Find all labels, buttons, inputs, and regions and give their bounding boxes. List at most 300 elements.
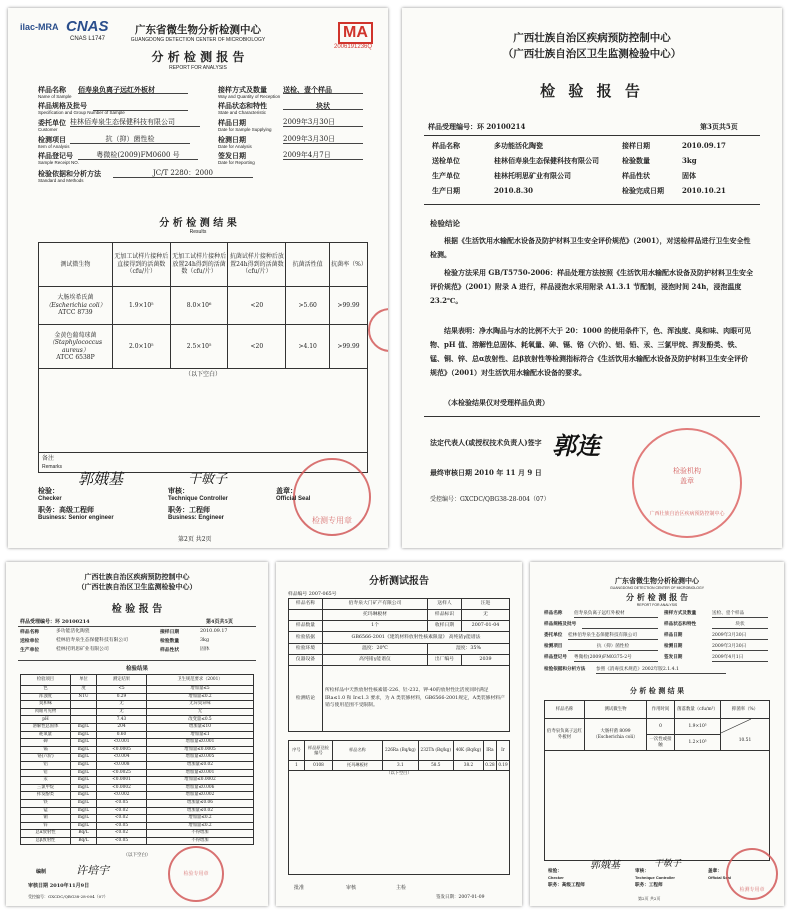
label-standard-en: Standard and Methods xyxy=(38,178,84,183)
cell-value: 温度：20℃ xyxy=(323,644,428,655)
tech-title: 职务：工程师 xyxy=(635,883,663,888)
cell-label: 送样人 xyxy=(428,599,462,610)
review-date: 审核日期 2010年11月9日 xyxy=(28,883,90,889)
cell-microbe: 大肠埃希氏菌 xyxy=(57,294,94,302)
legal-rep-label: 法定代表人(或授权技术负责人)签字 xyxy=(430,438,542,447)
review-label: 审核 xyxy=(346,885,357,891)
cell-label: 收样日期 xyxy=(428,621,462,632)
cell-requirement: 不得增加 xyxy=(147,837,254,845)
table-row xyxy=(21,746,254,754)
th-ra: 226Ra (Bq/kg) xyxy=(383,741,419,761)
cell-item: 肉眼可见物 xyxy=(21,708,71,716)
cell-requirement: 增加量≤0.02 xyxy=(147,761,254,769)
checker-signature: 郭娥基 xyxy=(590,860,620,871)
table-row xyxy=(21,807,254,815)
label: 样品规格及批号 xyxy=(544,622,577,627)
th-ira: IRa xyxy=(483,741,496,761)
value-sample-name: 多功能活化陶瓷 xyxy=(494,141,543,150)
table-row xyxy=(289,761,510,771)
th-c: 抗菌试样片接种后放置24h得到的活菌数（cfu/片） xyxy=(228,243,286,287)
cell-unit: Bq/L xyxy=(71,830,97,838)
label-sample-name: 样品名称 xyxy=(20,629,40,635)
label-sample-name: 样品名称 xyxy=(432,141,460,150)
cell-result: <0.0002 xyxy=(97,784,147,792)
legal-signature: 郭连 xyxy=(552,431,600,460)
table-row xyxy=(21,693,254,701)
cell-unit xyxy=(71,708,97,716)
cell-label: 样品数量 xyxy=(289,621,323,632)
cell-unit: mg/L xyxy=(71,822,97,830)
cell: 0.19 xyxy=(496,761,509,771)
cell-result: 204 xyxy=(97,723,147,731)
table-row xyxy=(21,731,254,739)
cell-requirement: 增加量≤5 xyxy=(147,686,254,694)
control-number: 受控编号：GXCDC/QBG38-28-004（07） xyxy=(28,894,108,899)
report-microbiology-main xyxy=(8,8,388,548)
value-way: 送检、壹个样品 xyxy=(283,86,363,94)
label-receipt-no: 样品登记号 xyxy=(38,151,73,160)
seal-label: 盖章： xyxy=(708,869,722,874)
stamp-ring-text: 广西壮族自治区疾病预防控制中心 xyxy=(649,511,725,517)
label-supply-date: 样品日期 xyxy=(218,118,246,127)
value-state: 固体 xyxy=(200,647,210,652)
cell-item: 砷 xyxy=(21,739,71,747)
inspector-label: 主检 xyxy=(396,885,407,891)
cell-item: 铝 xyxy=(21,761,71,769)
cell-unit: mg/L xyxy=(71,777,97,785)
value: 2009年3月30日 xyxy=(712,634,768,640)
label-item-en: Item of Analysis xyxy=(38,144,70,149)
th-count: 菌落数量（cfu/m³） xyxy=(675,701,721,719)
checker-title-en: Business: Senior engineer xyxy=(38,515,114,521)
th-d: 抗菌活性值 xyxy=(286,243,330,287)
cell-item: 色 xyxy=(21,686,71,694)
report-radioactivity xyxy=(276,562,522,906)
label-supply-date-en: Date for Sample Supplying xyxy=(218,127,272,132)
label-way: 接样方式及数量 xyxy=(218,85,267,94)
label: 样品登记号 xyxy=(544,655,567,660)
cell-result: <0.0001 xyxy=(97,777,147,785)
th-rate: 抑菌率（%） xyxy=(721,701,770,719)
prep-signature: 许培宇 xyxy=(76,864,109,877)
th-th: 232Th (Bq/kg) xyxy=(418,741,453,761)
remarks-label-en: Remarks xyxy=(42,463,63,470)
cell-value: 2039 xyxy=(462,655,510,666)
cell-unit: mg/L xyxy=(71,815,97,823)
org-name-sub: （广西壮族自治区卫生监测检验中心） xyxy=(502,48,682,60)
cell-item: 溶解性总固体 xyxy=(21,723,71,731)
cell-item: 铬(六价) xyxy=(21,754,71,762)
table-row xyxy=(21,754,254,762)
cell-unit: mg/L xyxy=(71,792,97,800)
label-sample-name: 样品名称 xyxy=(38,85,66,94)
value-quantity: 3kg xyxy=(200,638,210,643)
label-complete-date: 检验完成日期 xyxy=(622,186,664,195)
label: 签发日期 xyxy=(664,655,683,660)
cell-unit: mg/L xyxy=(71,746,97,754)
label: 样品名称 xyxy=(544,611,563,616)
results-heading-en: Results xyxy=(189,229,207,235)
cell-item: 总α放射性 xyxy=(21,830,71,838)
table-row xyxy=(21,739,254,747)
label-state: 样品状态和特性 xyxy=(218,101,267,110)
value-state: 固体 xyxy=(682,171,696,180)
cell-item: 耗氧量 xyxy=(21,731,71,739)
lab-stamp: 检测专用章 xyxy=(293,458,371,536)
cell-requirement: 增加量≤0.02 xyxy=(147,807,254,815)
label-customer: 委托单位 xyxy=(38,118,66,127)
checker-title: 职务：高级工程师 xyxy=(38,505,94,514)
cell-value: 高纯锗γ能谱仪 xyxy=(323,655,428,666)
value-receipt-no: 粤微检(2009)FM0600 号 xyxy=(78,152,198,160)
checker-label: 检验： xyxy=(38,486,59,495)
results-subheading: 检验结果 xyxy=(125,666,148,672)
value: 2009年4月1日 xyxy=(712,656,768,662)
cell-item: 汞 xyxy=(21,777,71,785)
cell-label xyxy=(289,610,323,621)
value: 粤微检(2009)FM0375-2号 xyxy=(574,656,658,662)
cell-sample: 佰寿泉负离子远红外板材 xyxy=(545,719,585,751)
label-state: 样品性状 xyxy=(160,647,180,653)
sample-no: 样品编号 2007-065号 xyxy=(288,592,337,597)
org-name: 广西壮族自治区疾病预防控制中心 xyxy=(84,572,190,581)
cell: 3.1 xyxy=(383,761,419,771)
th-unit: 单位 xyxy=(71,675,97,686)
cell-unit: mg/L xyxy=(71,769,97,777)
cell-e: >99.99 xyxy=(330,325,368,369)
cell-count: 1.9×10⁵ xyxy=(675,719,721,735)
cnas-logo: CNAS xyxy=(66,18,109,35)
side-stamp xyxy=(368,308,388,352)
value: 桂林佰寿泉生态保健科技有限公司 xyxy=(568,634,658,640)
results-table xyxy=(38,242,368,473)
cell-requirement: 改变量≤0.5 xyxy=(147,716,254,724)
cell-requirement: 增加量≤0.2 xyxy=(147,822,254,830)
value-sample-name: 佰寿泉负离子远红外板材 xyxy=(78,86,188,94)
cma-number: 2006191236Q xyxy=(334,44,373,50)
cell: 58.5 xyxy=(418,761,453,771)
org-name: 广东省微生物分析检测中心 xyxy=(615,576,699,585)
label: 委托单位 xyxy=(544,633,563,638)
cell-requirement: 无异臭异味 xyxy=(147,701,254,709)
cell-item: 铜 xyxy=(21,815,71,823)
cell-label: 出厂编号 xyxy=(428,655,462,666)
th-b: 无加工试样片接种后放置24h得到的活菌数（cfu/片） xyxy=(170,243,228,287)
cell-value: 佰寿泉大门矿产有限公司 xyxy=(323,599,428,610)
cell-unit: Bq/L xyxy=(71,837,97,845)
cell-b: 2.5×10⁵ xyxy=(170,325,228,369)
value-sample-name: 多功能活化陶瓷 xyxy=(56,629,90,634)
th-orig-no: 样品原送检编号 xyxy=(305,741,333,761)
checker-label: 检验： xyxy=(548,869,562,874)
cell-unit: mg/L xyxy=(71,799,97,807)
value-state: 块状 xyxy=(283,102,363,110)
value-standard: JC/T 2280：2000 xyxy=(113,170,253,178)
seal-label-en: Official Seal xyxy=(276,496,311,502)
cell-item: 铅 xyxy=(21,769,71,777)
cell-requirement: 增加量≤0.2 xyxy=(147,815,254,823)
cell-unit: mg/L xyxy=(71,754,97,762)
cell-e: >99.99 xyxy=(330,287,368,325)
label-standard: 检验依据和分析方法 xyxy=(38,169,101,178)
receipt-no: 样品受理编号：环 20100214 xyxy=(20,619,90,625)
results-table xyxy=(544,700,770,861)
ilac-mra-logo: ilac-MRA xyxy=(20,22,59,32)
cell-result: <0.02 xyxy=(97,807,147,815)
cma-logo: MA xyxy=(338,22,373,44)
table-row xyxy=(21,708,254,716)
cell-result: <0.05 xyxy=(97,799,147,807)
table-row xyxy=(21,716,254,724)
checker-title: 职务：高级工程师 xyxy=(548,883,585,888)
cell-microbe: 大肠杆菌 8099（Escherichia coli） xyxy=(585,719,647,751)
seal-label-en: Official Seal xyxy=(708,875,731,880)
cell-value: 1个 xyxy=(323,621,428,632)
approve-label: 批准 xyxy=(294,885,305,891)
cell-c: <20 xyxy=(228,287,286,325)
cell-time: 一次性或接触 xyxy=(647,735,675,751)
report-title: 分 析 检 测 报 告 xyxy=(626,592,688,602)
cell-requirement: 增加量≤0.06 xyxy=(147,799,254,807)
cell-item: 铁 xyxy=(21,799,71,807)
th-sample: 样品名称 xyxy=(545,701,585,719)
org-name: 广东省微生物分析检测中心 xyxy=(135,24,261,36)
cell-result: <0.05 xyxy=(97,822,147,830)
cell-item: 锌 xyxy=(21,822,71,830)
cell-requirement: 增加量≤10 xyxy=(147,723,254,731)
cell-d: >4.10 xyxy=(286,325,330,369)
table-row xyxy=(21,837,254,845)
page-number: 第4页共5页 xyxy=(206,619,233,625)
cell-requirement: 增加量≤0.002 xyxy=(147,792,254,800)
org-name-en: GUANGDONG DETECTION CENTER OF MICROBIOLOGY xyxy=(609,586,705,590)
cell-label: 检验环境 xyxy=(289,644,323,655)
cell-label: 样品名称 xyxy=(289,599,323,610)
cell-requirement: 增加量≤1 xyxy=(147,731,254,739)
report-title: 检 验 报 告 xyxy=(540,82,644,100)
cell-result: 7.43 xyxy=(97,716,147,724)
conclusion-text: 所检样品中天然放射性核素镭-226、钍-232、钾-40的放射性比活度同时满足 IRa≤1.0 和 Ir≤1.3 要求，为 A 类装修材料，GB6566-2001规定，A类装修材料产销与使用范围不受限制。 xyxy=(323,666,510,732)
value-complete-date: 2010.10.21 xyxy=(682,186,726,195)
table-row xyxy=(21,830,254,838)
cell-result: 0.29 xyxy=(97,693,147,701)
table-row xyxy=(21,777,254,785)
value: 2009年3月30日 xyxy=(712,645,768,651)
value-production-date: 2010.8.30 xyxy=(494,186,533,195)
cell-value: GB6566-2001《建筑材料放射性核素限量》 高纯锗γ能谱法 xyxy=(323,632,510,644)
value-quantity: 3kg xyxy=(682,156,697,165)
th-e: 抗菌率（%） xyxy=(330,243,368,287)
report-title: 分 析 检 测 报 告 xyxy=(151,50,245,64)
checker-label-en: Checker xyxy=(548,875,564,880)
cell-result: 无 xyxy=(97,708,147,716)
tech-label: 审核： xyxy=(635,869,649,874)
th-result: 测定结果 xyxy=(97,675,147,686)
table-row xyxy=(39,287,368,325)
tech-label-en: Technique Controller xyxy=(168,496,228,502)
value: 佰寿泉负离子远红外板材 xyxy=(574,612,658,618)
table-row xyxy=(39,325,368,369)
label: 样品状态和特性 xyxy=(664,622,697,627)
value-analysis-date: 2009年3月30日 xyxy=(283,136,363,144)
report-microbiology-second xyxy=(530,562,784,906)
cell-unit: NTU xyxy=(71,693,97,701)
th-k: 40K (Bq/kg) xyxy=(453,741,483,761)
final-review-date: 最终审核日期 2010 年 11 月 9 日 xyxy=(430,468,542,477)
table-row xyxy=(21,822,254,830)
label-producer: 生产单位 xyxy=(20,647,40,653)
label-customer-en: Customer xyxy=(38,127,58,132)
value-receive-date: 2010.09.17 xyxy=(682,141,726,150)
report-title: 分析测试报告 xyxy=(369,576,429,587)
results-heading: 分 析 检 测 结 果 xyxy=(629,686,685,695)
label-quantity: 检验数量 xyxy=(160,638,180,644)
stamp-line1: 检验机构 xyxy=(673,467,701,475)
cell-requirement: 增加量≤0.0002 xyxy=(147,777,254,785)
th-ir: Ir xyxy=(496,741,509,761)
report-title-en: REPORT FOR ANALYSIS xyxy=(636,603,678,607)
report-title-en: REPORT FOR ANALYSIS xyxy=(169,65,227,71)
conclusion-heading: 检验结论 xyxy=(430,219,460,228)
cell-result: <0.004 xyxy=(97,754,147,762)
label: 检验依据和分析方法 xyxy=(544,667,586,672)
seal-label: 盖章： xyxy=(276,486,297,495)
conclusion-p4: （本检验结果仅对受理样品负责） xyxy=(444,398,549,407)
label-analysis-date: 检测日期 xyxy=(218,135,246,144)
org-name: 广西壮族自治区疾病预防控制中心 xyxy=(513,32,671,44)
cell-value: 无 xyxy=(462,610,510,621)
label-sample-name-en: Name of Sample xyxy=(38,94,72,99)
cell-microbe-latin2: aureus） xyxy=(62,346,89,354)
cell-b: 8.0×10⁶ xyxy=(170,287,228,325)
value-sender: 桂林佰寿泉生态保健科技有限公司 xyxy=(56,638,128,643)
table-row xyxy=(21,761,254,769)
cell-result: <0.05 xyxy=(97,837,147,845)
org-name-en: GUANGDONG DETECTION CENTER OF MICROBIOLOGY xyxy=(130,37,266,43)
value-sender: 桂林佰寿泉生态保健科技有限公司 xyxy=(494,156,599,165)
table-row xyxy=(21,723,254,731)
cell-value: 汪进 xyxy=(462,599,510,610)
results-table xyxy=(20,674,254,845)
report-cdc-results xyxy=(6,562,268,906)
value-issue-date: 2009年4月7日 xyxy=(283,152,363,160)
cell-c: <20 xyxy=(228,325,286,369)
label-analysis-date-en: Date for Analysis xyxy=(218,144,252,149)
report-title: 检 验 报 告 xyxy=(111,604,163,615)
table-row xyxy=(21,701,254,709)
table-row xyxy=(21,686,254,694)
conclusion-p3: 结果表明：净水陶品与水的比例不大于 20：1000 的使用条件下，色、浑浊度、臭和味、肉眼可见物、pH 值、溶解性总固体、耗氧量、砷、镉、铬（六价）、铝、铅、汞、三氯甲烷、挥发酚类、铁、锰、铜、锌、总α放射性、总β放射性等检测指标符合《生活饮用水输配水设备及防护材料卫生安全评价规范》（2001）对生活饮用水输配水设备的要求。 xyxy=(430,326,752,377)
label: 检测项目 xyxy=(544,644,563,649)
cell-item: 镉 xyxy=(21,746,71,754)
table-row xyxy=(21,815,254,823)
cell-item: 总β放射性 xyxy=(21,837,71,845)
label-receive-date: 接样日期 xyxy=(622,141,650,150)
page-number: 第2页 共2页 xyxy=(178,536,212,543)
cell-unit: mg/L xyxy=(71,731,97,739)
value-producer: 桂林托明思矿业有限公司 xyxy=(494,171,571,180)
label-producer: 生产单位 xyxy=(432,171,460,180)
cell-item: 挥发酚类 xyxy=(21,792,71,800)
cell: 0108 xyxy=(305,761,333,771)
cell-time: 0 xyxy=(647,719,675,735)
th-microbe: 测试微生物 xyxy=(585,701,647,719)
cell-value: 2007-01-04 xyxy=(462,621,510,632)
label-issue-date: 签发日期 xyxy=(218,151,246,160)
cell-result: <0.001 xyxy=(97,739,147,747)
tech-label: 审核： xyxy=(168,486,189,495)
info-table xyxy=(288,598,510,732)
control-number: 受控编号：GXCDC/QBG38-28-004（07） xyxy=(430,496,550,503)
cell-unit: mg/L xyxy=(71,784,97,792)
remarks-label: 备注 xyxy=(42,455,55,462)
label: 样品日期 xyxy=(664,633,683,638)
cell-unit: mg/L xyxy=(71,807,97,815)
cell-a: 2.0×10⁵ xyxy=(112,325,170,369)
lab-stamp: 检测专用章 xyxy=(726,848,778,900)
label-production-date: 生产日期 xyxy=(432,186,460,195)
label-state-en: State and Characteristic xyxy=(218,110,267,115)
cell-microbe-atcc: ATCC 8739 xyxy=(58,309,93,317)
cell-microbe-latin: （Escherichia coli） xyxy=(45,301,106,309)
label-issue-date-en: Date for Reporting xyxy=(218,160,255,165)
label-way-en: Way and Quantity of Reception xyxy=(218,94,281,99)
table-row xyxy=(21,792,254,800)
value: 抗（抑）菌性检 xyxy=(568,645,658,651)
th-seq: 序号 xyxy=(289,741,305,761)
cell-label: 仪器设备 xyxy=(289,655,323,666)
th-item: 检验项目 xyxy=(21,675,71,686)
cell-microbe: 金黄色葡萄球菌 xyxy=(54,331,97,339)
cell-unit xyxy=(71,701,97,709)
cell-value: 湿度：35% xyxy=(428,644,510,655)
inspection-stamp: 检验专用章 xyxy=(168,846,224,902)
cell-result: 0.60 xyxy=(97,731,147,739)
page-number: 第3页共5页 xyxy=(700,122,738,131)
report-cdc-conclusion xyxy=(402,8,782,548)
label: 接样方式及数量 xyxy=(664,611,697,616)
cell-item: pH xyxy=(21,716,71,724)
label-receive-date: 接样日期 xyxy=(160,629,180,635)
cell-item: 浑浊度 xyxy=(21,693,71,701)
tech-title: 职务：工程师 xyxy=(168,505,210,514)
label-sender: 送检单位 xyxy=(20,638,40,644)
cell-unit: mg/L xyxy=(71,761,97,769)
table-row xyxy=(21,799,254,807)
value: 送检、壹个样品 xyxy=(712,612,768,618)
checker-label-en: Checker xyxy=(38,496,62,502)
cell-requirement: 增加量≤0.0005 xyxy=(147,746,254,754)
cell-item: 锰 xyxy=(21,807,71,815)
cell-requirement: 增加量≤0.2 xyxy=(147,693,254,701)
cell-label: 检验依据 xyxy=(289,632,323,644)
org-name-sub: （广西壮族自治区卫生监测检验中心） xyxy=(77,582,197,591)
label-receipt-no-en: Sample Receipt NO. xyxy=(38,160,80,165)
cell-result: <0.0025 xyxy=(97,769,147,777)
cell-requirement: 增加量≤0.001 xyxy=(147,769,254,777)
blank-note: （以下空白） xyxy=(289,771,510,875)
cell-value: 托玛琳板材 xyxy=(323,610,428,621)
cell-requirement: 增加量≤0.001 xyxy=(147,739,254,747)
cell-requirement: 不得增加 xyxy=(147,830,254,838)
blank-note: （以下空白） xyxy=(123,853,151,858)
cell-item: 臭和味 xyxy=(21,701,71,709)
cell-result: <0.002 xyxy=(97,792,147,800)
prep-label: 编制 xyxy=(36,869,47,875)
tech-label-en: Technique Controller xyxy=(635,875,675,880)
label-item: 检测项目 xyxy=(38,135,66,144)
value-receive-date: 2010.09.17 xyxy=(200,629,228,634)
